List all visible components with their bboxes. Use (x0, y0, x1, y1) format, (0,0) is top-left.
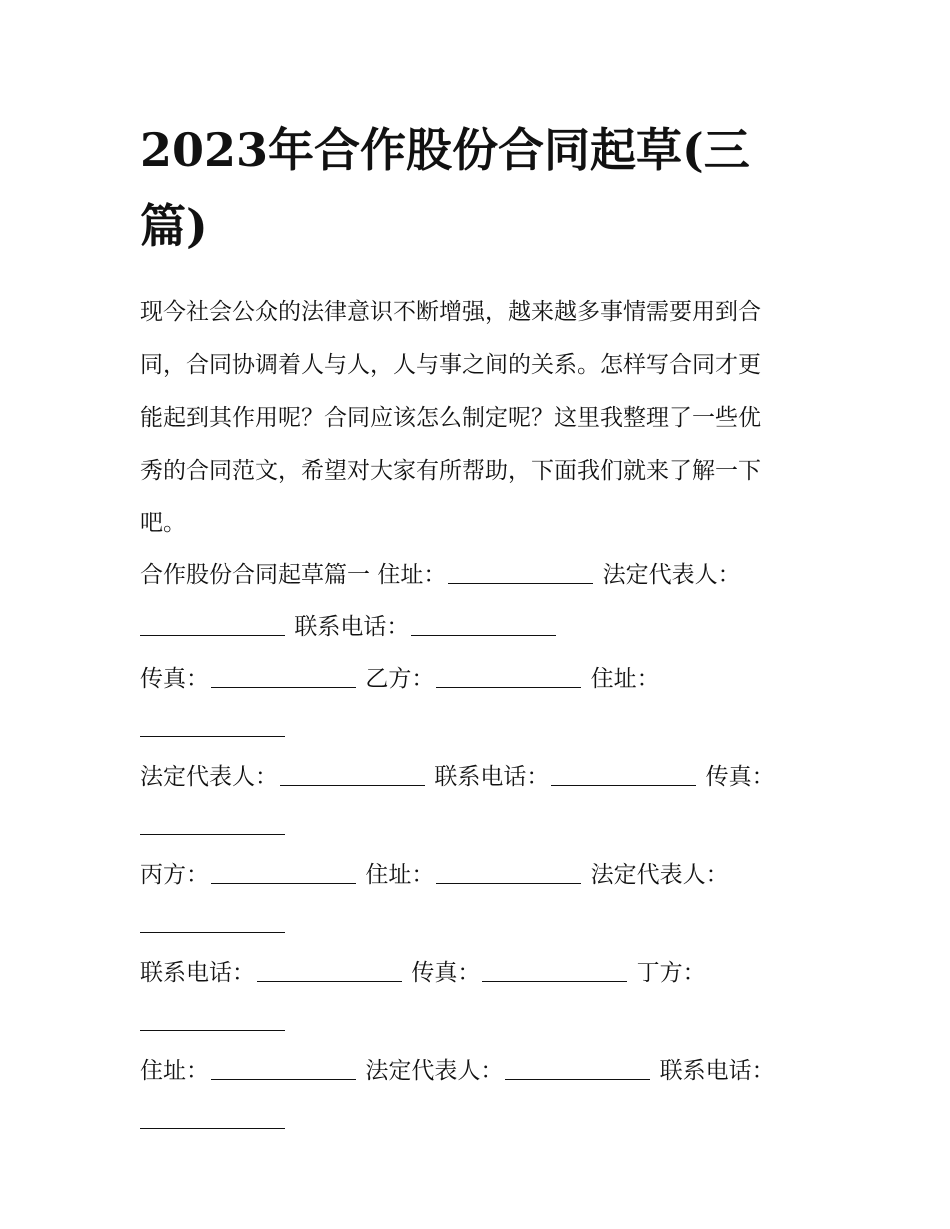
field-row (140, 653, 820, 705)
address-blank (211, 1057, 356, 1080)
field-row (140, 901, 820, 947)
intro-paragraph (140, 286, 820, 549)
phone-label: 联系电话： (294, 614, 410, 640)
party-b-label: 乙方： (365, 666, 435, 692)
title-year: 2023 (140, 123, 269, 177)
title-line-1 (140, 112, 820, 188)
title-line-1-text: 年合作股份合同起草(三 (268, 123, 750, 177)
party-c-label: 丙方： (140, 862, 209, 888)
document-content (140, 112, 820, 1143)
party-b-contact (140, 751, 820, 849)
legal-rep-blank (140, 910, 285, 933)
field-row (140, 751, 820, 803)
intro-line: 同，合同协调着人与人，人与事之间的关系。怎样写合同才更 (140, 352, 761, 378)
field-row (140, 601, 820, 653)
legal-rep-label: 法定代表人： (590, 862, 729, 888)
section-heading: 合作股份合同起草篇一 (140, 562, 370, 588)
contract-party-fields (140, 549, 820, 1143)
field-row (140, 849, 820, 901)
fax-blank (482, 959, 627, 982)
party-d-blank (140, 1008, 285, 1031)
phone-blank (551, 763, 696, 786)
address-label: 住址： (140, 1058, 209, 1084)
phone-blank (411, 613, 556, 636)
party-a-info (140, 549, 820, 653)
legal-rep-blank (505, 1057, 650, 1080)
legal-rep-blank (140, 613, 285, 636)
field-row (140, 705, 820, 751)
intro-line: 吧。 (140, 510, 186, 536)
address-label: 住址： (365, 862, 435, 888)
legal-rep-blank (280, 763, 425, 786)
phone-label: 联系电话： (659, 1058, 775, 1084)
party-c-blank (211, 861, 356, 884)
phone-blank (257, 959, 402, 982)
phone-label: 联系电话： (140, 960, 255, 986)
party-b-blank (436, 665, 581, 688)
fax-blank (140, 812, 285, 835)
field-row (140, 1045, 820, 1097)
legal-rep-label: 法定代表人： (140, 764, 278, 790)
field-row (140, 1097, 820, 1143)
fax-label: 传真： (705, 764, 775, 790)
field-row (140, 549, 820, 601)
intro-line: 能起到其作用呢？合同应该怎么制定呢？这里我整理了一些优 (140, 405, 761, 431)
address-blank (140, 714, 285, 737)
legal-rep-label: 法定代表人： (365, 1058, 504, 1084)
address-blank (448, 561, 593, 584)
phone-blank (140, 1106, 285, 1129)
fax-label: 传真： (411, 960, 481, 986)
fax-label: 传真： (140, 666, 209, 692)
field-row (140, 947, 820, 999)
intro-line: 秀的合同范文，希望对大家有所帮助，下面我们就来了解一下 (140, 458, 761, 484)
document-title (140, 112, 820, 264)
party-d-label: 丁方： (636, 960, 706, 986)
address-blank (436, 861, 581, 884)
address-label: 住址： (590, 666, 660, 692)
party-c-contact (140, 947, 820, 1045)
party-b-info (140, 653, 820, 751)
title-line-2: 篇) (140, 199, 208, 253)
address-label: 住址： (377, 562, 447, 588)
intro-line: 现今社会公众的法律意识不断增强，越来越多事情需要用到合 (140, 299, 761, 325)
legal-rep-label: 法定代表人： (602, 562, 741, 588)
field-row (140, 999, 820, 1045)
field-row (140, 803, 820, 849)
phone-label: 联系电话： (434, 764, 550, 790)
party-c-info (140, 849, 820, 947)
party-d-info (140, 1045, 820, 1143)
fax-blank (211, 665, 356, 688)
